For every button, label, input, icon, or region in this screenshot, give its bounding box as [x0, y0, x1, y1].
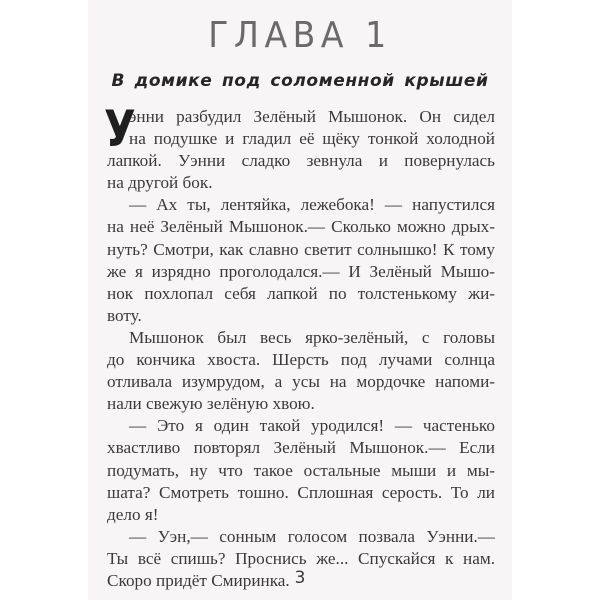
body-text — [104, 100, 495, 592]
text-line: воту. — [107, 305, 142, 325]
drop-cap: У — [104, 100, 136, 158]
text-line: на подушке и гладил её щёку тонкой холодной — [129, 129, 495, 149]
text-line: отливала изумрудом, а усы на мордочке напоми- — [107, 372, 495, 392]
page-number: 3 — [294, 568, 306, 588]
text-line: Мышонок был весь ярко-зелёный, с головы — [129, 327, 495, 347]
text-line: дело я! — [107, 504, 159, 524]
text-line: Скоро придёт Смиринка. — [107, 570, 290, 590]
text-line: на неё Зелёный Мышонок.— Сколько можно дрых- — [107, 217, 495, 237]
text-line: — Это я один такой уродился! — частенько — [129, 416, 495, 436]
text-line: на другой бок. — [107, 173, 213, 193]
text-line: шата? Смотреть тошно. Сплошная серость. То ли — [107, 482, 495, 502]
chapter-title: ГЛАВА 1 — [208, 15, 392, 56]
text-line: же я изрядно проголодался.— И Зелёный Мышо- — [107, 261, 495, 281]
text-line: — Уэн,— сонным голосом позвала Уэнни.— — [129, 526, 495, 546]
text-line: энни разбудил Зелёный Мышонок. Он сидел — [129, 107, 495, 126]
chapter-subtitle: В домике под соломенной крышей — [111, 71, 489, 91]
book-page — [88, 0, 512, 600]
text-line: подумать, ну что такое остальные мыши и мы- — [107, 460, 495, 480]
text-line: нок похлопал себя лапкой по толстенькому жи- — [107, 283, 495, 303]
text-line: хвастливо повторял Зелёный Мышонок.— Если — [107, 438, 495, 458]
text-line: до кончика хвоста. Шерсть под лучами солнца — [107, 350, 495, 370]
text-line: нуть? Смотри, как славно светит солнышко! К тому — [107, 239, 495, 259]
text-line: нали свежую зелёную хвою. — [107, 394, 315, 414]
text-line: лапкой. Уэнни сладко зевнула и повернулась — [107, 151, 495, 171]
text-line: Ты всё спишь? Проснись же... Спускайся к нам. — [107, 548, 495, 568]
text-line: — Ах ты, лентяйка, лежебока! — напустился — [129, 195, 495, 215]
